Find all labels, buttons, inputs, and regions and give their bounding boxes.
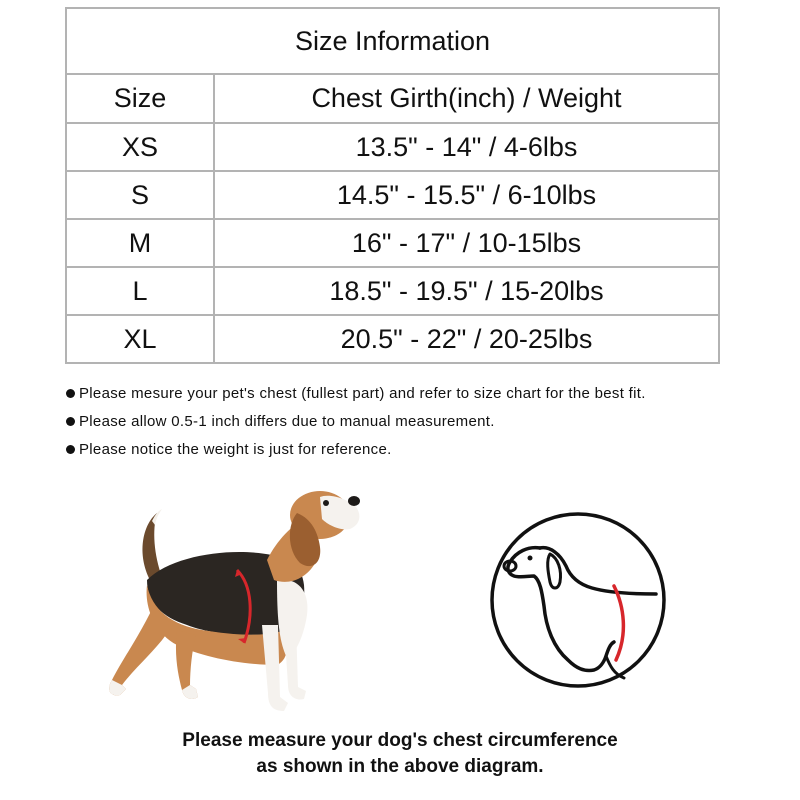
caption-line-2: as shown in the above diagram. <box>256 756 544 777</box>
table-row <box>66 315 719 363</box>
caption-line-1: Please measure your dog's chest circumference <box>182 730 618 751</box>
list-item <box>66 379 786 407</box>
beagle-dog-photo <box>92 485 367 720</box>
measure-caption <box>0 728 800 780</box>
table-title: Size Information <box>66 8 719 74</box>
size-chart-table <box>65 7 720 364</box>
fit-notes-list <box>66 379 786 463</box>
table-row <box>66 219 719 267</box>
size-cell: XL <box>66 315 214 363</box>
list-item <box>66 407 786 435</box>
measurement-cell: 18.5" - 19.5" / 15-20lbs <box>214 267 719 315</box>
bullet-icon <box>66 389 75 398</box>
measurement-cell: 13.5" - 14" / 4-6lbs <box>214 123 719 171</box>
bullet-icon <box>66 417 75 426</box>
table-row <box>66 171 719 219</box>
column-header-chest-weight: Chest Girth(inch) / Weight <box>214 74 719 123</box>
size-cell: S <box>66 171 214 219</box>
note-text: Please allow 0.5-1 inch differs due to manual measurement. <box>79 412 495 430</box>
measurement-cell: 16" - 17" / 10-15lbs <box>214 219 719 267</box>
bullet-icon <box>66 445 75 454</box>
size-cell: M <box>66 219 214 267</box>
table-title-row <box>66 8 719 74</box>
table-row <box>66 267 719 315</box>
dog-chest-outline-icon <box>488 510 668 690</box>
measurement-cell: 20.5" - 22" / 20-25lbs <box>214 315 719 363</box>
list-item <box>66 435 786 463</box>
table-row <box>66 123 719 171</box>
column-header-size: Size <box>66 74 214 123</box>
table-header-row <box>66 74 719 123</box>
note-text: Please mesure your pet's chest (fullest part) and refer to size chart for the best fit. <box>79 384 646 402</box>
note-text: Please notice the weight is just for reference. <box>79 440 392 458</box>
measurement-cell: 14.5" - 15.5" / 6-10lbs <box>214 171 719 219</box>
size-cell: XS <box>66 123 214 171</box>
size-cell: L <box>66 267 214 315</box>
